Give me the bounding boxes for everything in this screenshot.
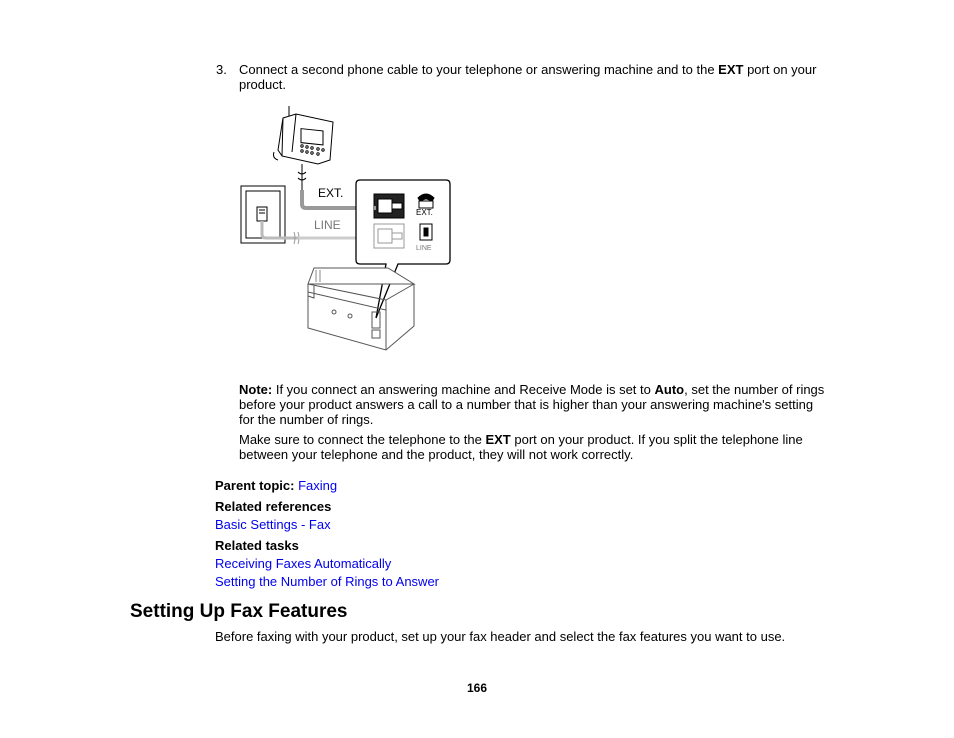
step-text-after: port on your product. [239,62,817,92]
section-title: Setting Up Fax Features [130,601,348,622]
warning-bold-ext: EXT [485,432,511,447]
connection-illustration [238,100,452,352]
ext-label: EXT. [318,186,344,200]
related-tasks-heading: Related tasks [215,538,299,553]
note-text-2: , set the number of rings before your product answers a call to a number that is higher than your answering machine's setting for the number of rings. [239,382,825,427]
step-text-before: Connect a second phone cable to your telephone or answering machine and to the [239,62,719,77]
link-setting-number-of-rings[interactable]: Setting the Number of Rings to Answer [215,574,440,589]
callout-ext-label: EXT. [416,208,433,217]
step-text-bold: EXT [718,62,744,77]
parent-topic [215,478,337,493]
parent-topic-link-faxing[interactable]: Faxing [298,478,338,493]
related-references-heading: Related references [215,499,332,514]
printer-icon [308,268,414,350]
link-receiving-faxes-automatically[interactable]: Receiving Faxes Automatically [215,556,392,571]
note-bold-auto: Auto [654,382,685,397]
link-basic-settings-fax[interactable]: Basic Settings - Fax [215,517,331,532]
note-paragraph [239,382,829,427]
step-number: 3. [216,62,227,77]
telephone-icon [274,106,334,164]
warning-text-1: Make sure to connect the telephone to the [239,432,486,447]
connection-diagram [238,100,452,352]
note-label: Note: [239,382,273,397]
handset-icon [418,194,434,208]
note-text-1: If you connect an answering machine and Receive Mode is set to [272,382,655,397]
warning-text-2: port on your product. If you split the telephone line between your telephone and the product, they will not work correctly. [239,432,803,462]
callout-line-label: LINE [416,245,432,252]
page-number: 166 [466,681,488,695]
section-body: Before faxing with your product, set up your fax header and select the fax features you want to use. [215,629,786,644]
line-label: LINE [314,218,341,232]
warning-paragraph [239,432,829,462]
parent-topic-label: Parent topic: [215,478,295,493]
step-text [239,62,839,92]
